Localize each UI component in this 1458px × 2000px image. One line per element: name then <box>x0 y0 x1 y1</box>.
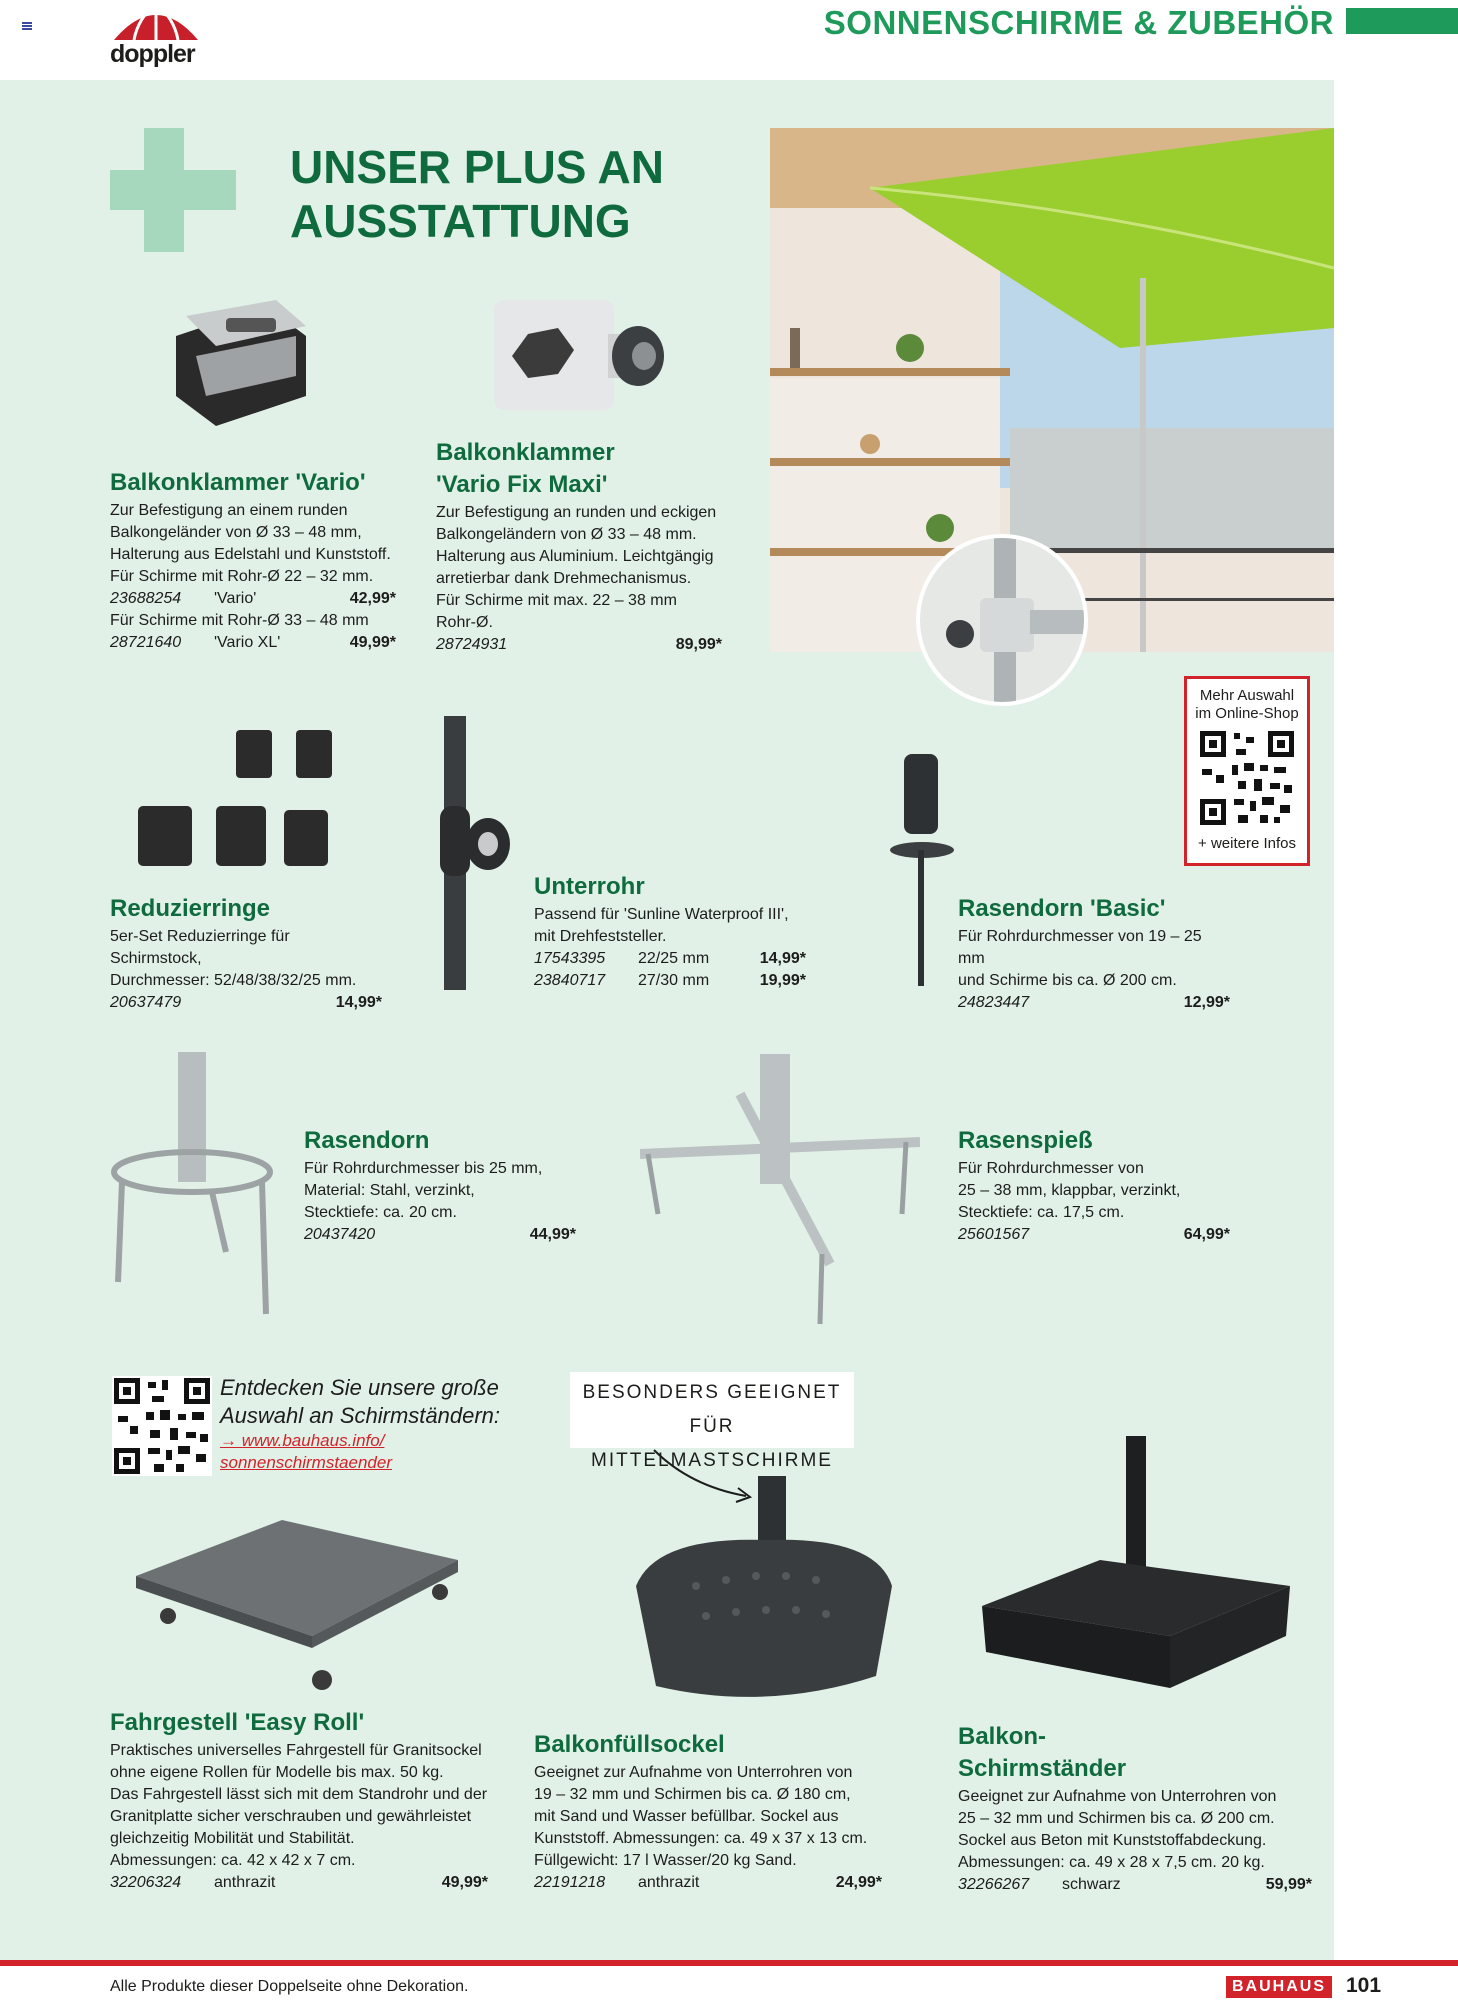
product-fahrgestell-easy-roll[interactable] <box>110 1708 488 1894</box>
article-number: 23688254 <box>110 590 182 607</box>
variant-label: schwarz <box>1062 1876 1121 1893</box>
product-balkon-schirmstaender[interactable] <box>958 1722 1312 1896</box>
product-description: Für Rohrdurchmesser von 19 – 25 mm und Schirme bis ca. Ø 200 cm. <box>958 928 1202 989</box>
product-price-row <box>110 588 396 610</box>
suited-line1: BESONDERS GEEIGNET FÜR <box>582 1382 842 1437</box>
article-number: 22191218 <box>534 1874 606 1891</box>
article-number: 24823447 <box>958 994 1030 1011</box>
rasendorn-image <box>108 1052 278 1322</box>
product-title-line1: Balkonklammer <box>436 439 615 466</box>
variant-label: anthrazit <box>214 1874 276 1891</box>
product-title: Balkonfüllsockel <box>534 1731 725 1758</box>
product-description: Passend für 'Sunline Waterproof III', mit Drehfeststeller. <box>534 906 789 945</box>
qr-code-icon[interactable] <box>1198 729 1296 827</box>
fahrgestell-easy-roll-image <box>132 1516 462 1692</box>
photo-detail-inset <box>916 534 1088 706</box>
product-balkonfuellsockel[interactable] <box>534 1730 882 1894</box>
article-number: 25601567 <box>958 1226 1030 1243</box>
price: 19,99* <box>759 972 806 989</box>
product-price-row <box>436 634 722 656</box>
product-price-row <box>110 1872 488 1894</box>
product-description: Geeignet zur Aufnahme von Unterrohren von 25 – 32 mm und Schirmen bis ca. Ø 200 cm. Sockel aus Beton mit Kunststoffabdeckung. Abmessungen: ca. 49 x 28 x 7,5 cm. 20 kg. <box>958 1788 1277 1871</box>
article-number: 32206324 <box>110 1874 182 1891</box>
brand-logo-text: doppler <box>110 40 195 68</box>
discover-more-text <box>220 1374 500 1474</box>
article-number: 17543395 <box>534 950 606 967</box>
price: 49,99* <box>349 634 396 651</box>
product-description: Praktisches universelles Fahrgestell für Granitsockel ohne eigene Rollen für Modelle bis max. 50 kg. Das Fahrgestell lässt sich mit dem Standrohr und der Granitplatte sicher verschrauben und gewährleistet gleichzeitig Mobilität und Stabilität. Abmessungen: ca. 42 x 42 x 7 cm. <box>110 1742 488 1869</box>
product-reduzierringe[interactable] <box>110 894 382 1014</box>
page-number: 101 <box>1346 1974 1382 1997</box>
variant-label <box>1062 992 1184 1014</box>
product-price-row <box>110 632 396 654</box>
article-number: 20637479 <box>110 994 182 1011</box>
product-price-row <box>958 992 1230 1014</box>
online-box-line1: Mehr Auswahl <box>1199 687 1295 704</box>
footer-note: Alle Produkte dieser Doppelseite ohne Dekoration. <box>110 1978 469 1995</box>
product-price-row <box>534 970 806 992</box>
discover-line2: Auswahl an Schirmständern: <box>220 1403 501 1428</box>
product-title: Fahrgestell 'Easy Roll' <box>110 1709 365 1736</box>
variant-label: 27/30 mm <box>638 972 710 989</box>
product-price-row <box>958 1874 1312 1896</box>
article-number: 28721640 <box>110 634 182 651</box>
balkonklammer-vario-fix-maxi-image <box>488 294 668 420</box>
product-balkonklammer-vario-fix-maxi[interactable] <box>436 438 722 656</box>
variant-label: anthrazit <box>638 1874 700 1891</box>
online-box-line2: im Online-Shop <box>1195 705 1299 722</box>
product-title: Rasenspieß <box>958 1127 1093 1154</box>
balkonklammer-vario-image <box>166 296 316 432</box>
product-note: Für Schirme mit Rohr-Ø 33 – 48 mm <box>110 612 369 629</box>
product-rasendorn[interactable] <box>304 1126 576 1246</box>
product-title: Rasendorn 'Basic' <box>958 895 1166 922</box>
price: 12,99* <box>1183 994 1230 1011</box>
product-description: Zur Befestigung an runden und eckigen Balkongeländern von Ø 33 – 48 mm. Halterung aus Aluminium. Leichtgängig arretierbar dank Drehmechanismus. Für Schirme mit max. 22 – 38 mm Rohr-Ø. <box>436 504 717 631</box>
headline-line1: UNSER PLUS AN <box>290 141 664 193</box>
article-number: 32266267 <box>958 1876 1030 1893</box>
variant-label <box>1062 1224 1184 1246</box>
product-price-row <box>110 992 382 1014</box>
product-title: Balkonklammer 'Vario' <box>110 469 366 496</box>
article-number: 28724931 <box>436 636 508 653</box>
online-shop-box[interactable] <box>1184 676 1310 866</box>
price: 14,99* <box>335 994 382 1011</box>
section-title: SONNENSCHIRME & ZUBEHÖR <box>823 4 1334 41</box>
product-description: Für Rohrdurchmesser bis 25 mm, Material: Stahl, verzinkt, Stecktiefe: ca. 20 cm. <box>304 1160 543 1221</box>
price: 89,99* <box>675 636 722 653</box>
product-price-row <box>304 1224 576 1246</box>
variant-label <box>214 992 336 1014</box>
qr-code-icon[interactable] <box>112 1376 212 1476</box>
suited-line2: MITTELMASTSCHIRME <box>591 1450 833 1471</box>
price: 24,99* <box>835 1874 882 1891</box>
discover-line1: Entdecken Sie unsere große <box>220 1375 499 1400</box>
product-rasenspiess[interactable] <box>958 1126 1230 1246</box>
discover-link-line1[interactable]: → www.bauhaus.info/ <box>220 1431 385 1450</box>
price: 44,99* <box>529 1226 576 1243</box>
price: 49,99* <box>441 1874 488 1891</box>
discover-link-line2[interactable]: sonnenschirmstaender <box>220 1453 392 1472</box>
page-header <box>0 0 1458 80</box>
variant-label <box>408 1224 530 1246</box>
headline-line2: AUSSTATTUNG <box>290 195 631 247</box>
title-accent-bar <box>1346 8 1458 34</box>
product-rasendorn-basic[interactable] <box>958 894 1230 1014</box>
product-title-line2: 'Vario Fix Maxi' <box>436 471 608 498</box>
reduzierringe-image <box>136 726 336 868</box>
variant-label: 'Vario' <box>214 590 257 607</box>
price: 14,99* <box>759 950 806 967</box>
product-price-row <box>958 1224 1230 1246</box>
product-title-line2: Schirmständer <box>958 1755 1127 1782</box>
bauhaus-logo: BAUHAUS <box>1226 1976 1332 1998</box>
unterrohr-image <box>436 716 516 990</box>
product-price-row <box>534 948 806 970</box>
online-box-more[interactable]: + weitere Infos <box>1198 835 1296 852</box>
product-unterrohr[interactable] <box>534 872 806 992</box>
product-title: Reduzierringe <box>110 895 271 922</box>
product-price-row <box>534 1872 882 1894</box>
product-description: Geeignet zur Aufnahme von Unterrohren von 19 – 32 mm und Schirmen bis ca. Ø 180 cm, mit Sand und Wasser befüllbar. Sockel aus Kunststoff. Abmessungen: ca. 49 x 37 x 13 cm. Füllgewicht: 17 l Wasser/20 kg Sand. <box>534 1764 868 1869</box>
variant-label <box>540 634 676 656</box>
pointer-arrow-icon <box>650 1446 760 1506</box>
price: 59,99* <box>1265 1876 1312 1893</box>
footer-divider <box>0 1960 1458 1966</box>
article-number: 23840717 <box>534 972 606 989</box>
price: 64,99* <box>1183 1226 1230 1243</box>
variant-label: 22/25 mm <box>638 950 710 967</box>
variant-label: 'Vario XL' <box>214 634 281 651</box>
page-headline <box>290 140 664 248</box>
price: 42,99* <box>349 590 396 607</box>
product-description: Für Rohrdurchmesser von 25 – 38 mm, klappbar, verzinkt, Stecktiefe: ca. 17,5 cm. <box>958 1160 1181 1221</box>
mittelmast-suited-label <box>570 1372 854 1471</box>
product-title: Unterrohr <box>534 873 645 900</box>
menu-icon[interactable] <box>22 22 32 30</box>
rasendorn-basic-image <box>884 750 964 990</box>
article-number: 20437420 <box>304 1226 376 1243</box>
product-description: Zur Befestigung an einem runden Balkongeländer von Ø 33 – 48 mm, Halterung aus Edelstahl und Kunststoff. Für Schirme mit Rohr-Ø 22 – 32 mm. <box>110 502 391 585</box>
balkon-schirmstaender-image <box>980 1436 1292 1692</box>
product-title: Rasendorn <box>304 1127 430 1154</box>
balkonfuellsockel-image <box>626 1476 898 1712</box>
rasenspiess-image <box>640 1054 920 1326</box>
product-balkonklammer-vario[interactable] <box>110 468 396 654</box>
plus-icon-horizontal <box>110 170 236 210</box>
product-description: 5er-Set Reduzierringe für Schirmstock, Durchmesser: 52/48/38/32/25 mm. <box>110 928 357 989</box>
product-title-line1: Balkon- <box>958 1723 1047 1750</box>
